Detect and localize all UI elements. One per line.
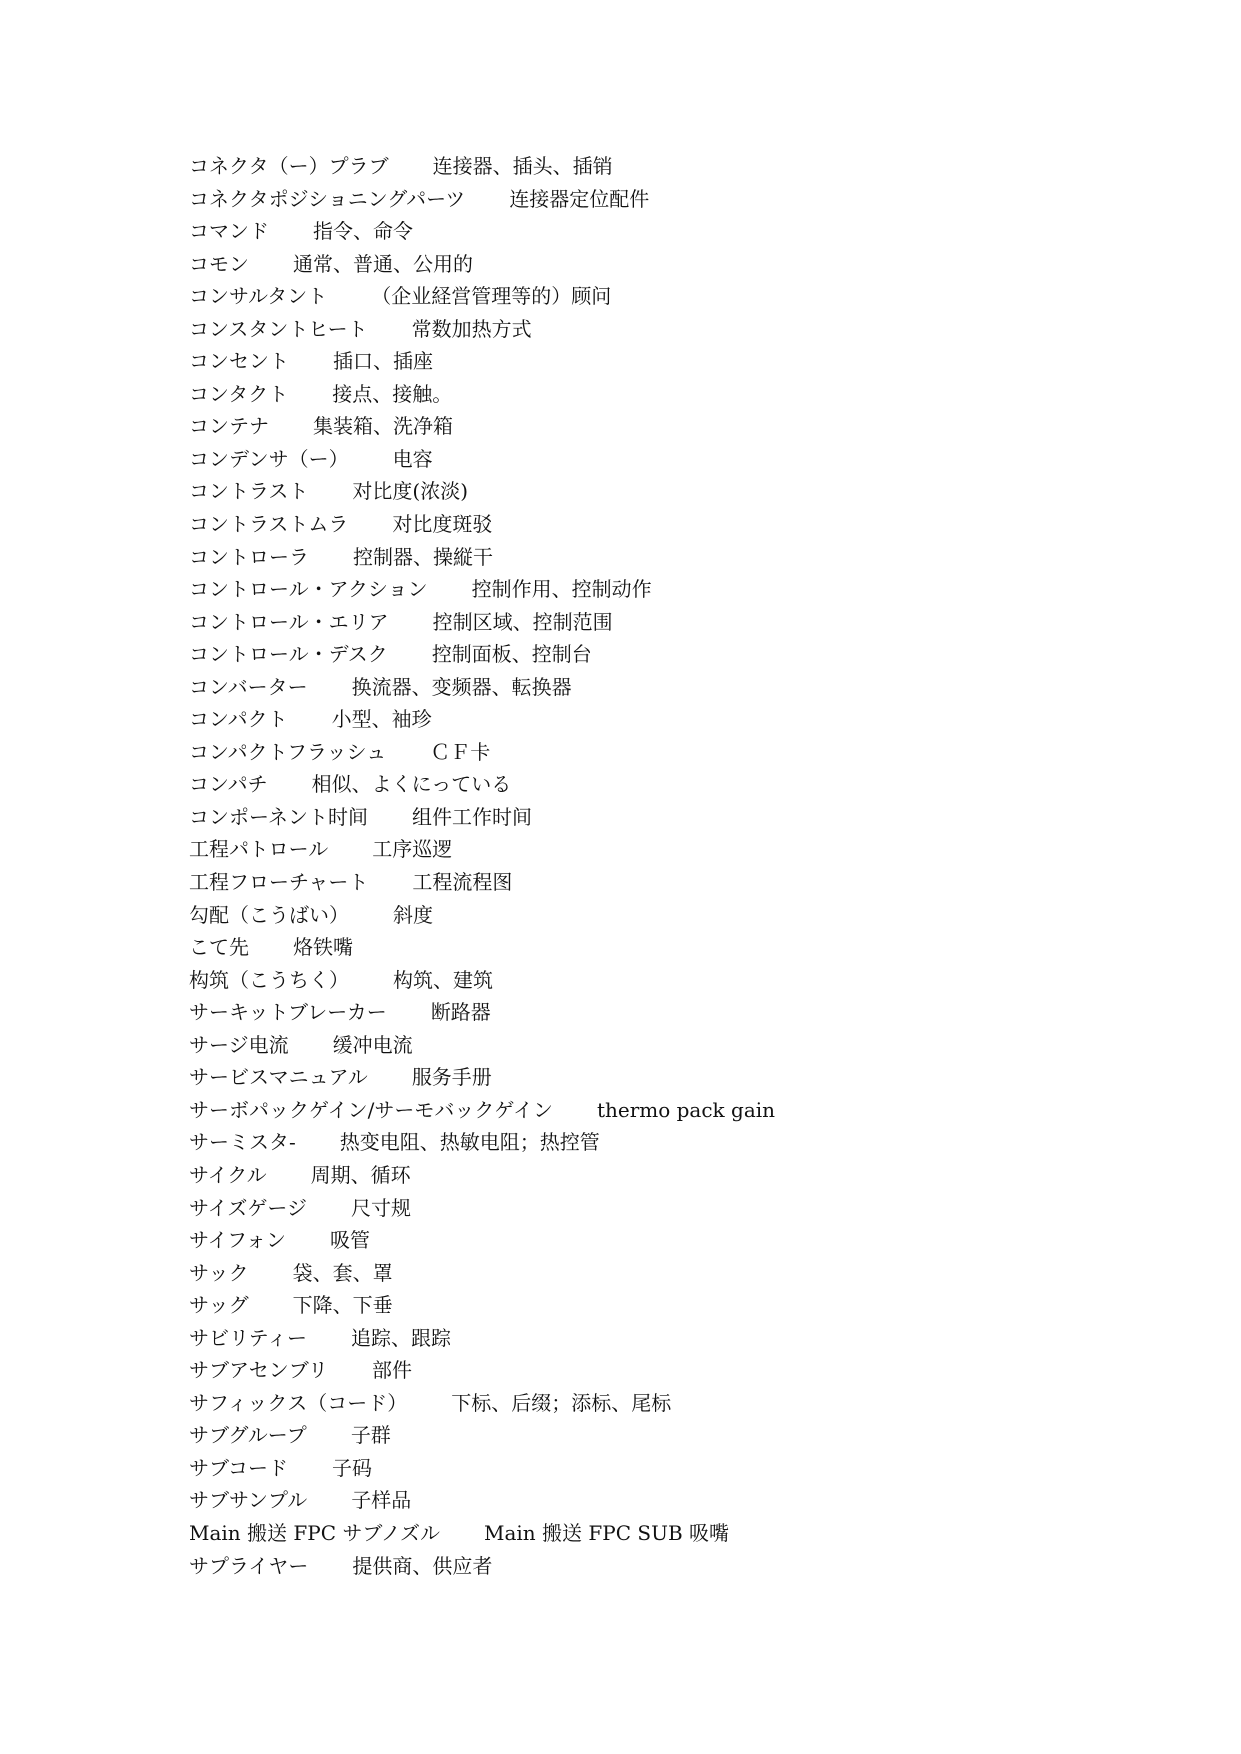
entry-term: コンサルタント	[189, 284, 328, 309]
entry-term: サブコード	[189, 1455, 288, 1480]
entry-meaning: 连接器定位配件	[509, 186, 650, 211]
glossary-entry	[189, 1289, 775, 1322]
entry-term: コントラスト	[189, 479, 309, 504]
glossary-entry	[189, 1354, 775, 1387]
entry-meaning: 对比度斑驳	[392, 512, 493, 537]
entry-meaning: 下降、下垂	[292, 1293, 393, 1318]
glossary-entry	[189, 866, 775, 899]
glossary-entry	[189, 1029, 775, 1062]
glossary-entry	[189, 638, 775, 671]
entry-meaning: 工序巡逻	[372, 837, 453, 862]
glossary-entry	[189, 801, 775, 834]
entry-term: コンテナ	[189, 414, 269, 439]
entry-meaning: 周期、循环	[310, 1162, 411, 1187]
entry-term: コマンド	[189, 219, 269, 244]
entry-term: サービスマニュアル	[189, 1065, 368, 1090]
glossary-entry	[189, 215, 775, 248]
entry-meaning: 服务手册	[411, 1065, 492, 1090]
entry-meaning: 下标、后缀；添标、尾标	[451, 1390, 672, 1415]
entry-meaning: 吸管	[330, 1228, 370, 1253]
entry-meaning: 工程流程图	[412, 870, 513, 895]
entry-term: サーキットブレーカー	[189, 1000, 387, 1025]
glossary-entry	[189, 1550, 775, 1583]
entry-term: サイフォン	[189, 1228, 286, 1253]
entry-term: コントロール・デスク	[189, 642, 388, 667]
glossary-entry	[189, 931, 775, 964]
entry-meaning: 连接器、插头、插销	[432, 154, 613, 178]
entry-meaning: 缓冲电流	[332, 1032, 413, 1057]
glossary-entry	[189, 1517, 775, 1550]
entry-meaning: 常数加热方式	[411, 316, 532, 341]
entry-meaning: 构筑、建筑	[393, 967, 493, 992]
entry-meaning: 追踪、跟踪	[351, 1325, 451, 1350]
entry-term: コントロール・エリア	[189, 609, 389, 634]
entry-term: コントラストムラ	[189, 512, 349, 537]
entry-meaning: 通常、普通、公用的	[293, 251, 473, 276]
glossary-entry	[189, 1061, 775, 1094]
glossary-entry	[189, 345, 775, 378]
glossary-entry	[189, 541, 775, 574]
glossary-entry	[189, 1094, 775, 1127]
entry-meaning: 换流器、变频器、転换器	[351, 674, 572, 699]
glossary-entry	[189, 899, 775, 932]
entry-meaning: 控制器、操縦干	[353, 544, 493, 569]
entry-meaning: 指令、命令	[313, 219, 413, 244]
entry-meaning: 相似、よくにっている	[311, 772, 512, 797]
entry-term: コンタクト	[189, 381, 289, 406]
glossary-entry	[189, 736, 775, 769]
glossary-entry	[189, 703, 775, 736]
glossary-entry	[189, 1159, 775, 1192]
glossary-entry	[189, 1322, 775, 1355]
entry-meaning: 小型、袖珍	[331, 707, 432, 732]
entry-term: サブグループ	[189, 1423, 307, 1448]
glossary-entry	[189, 1387, 775, 1420]
entry-term: サブアセンブリ	[189, 1358, 328, 1383]
entry-meaning: 电容	[392, 446, 433, 471]
entry-term: 勾配（こうばい）	[189, 902, 349, 927]
entry-meaning: 烙铁嘴	[293, 935, 353, 960]
entry-term: サイズゲージ	[189, 1195, 307, 1220]
entry-term: コンパチ	[189, 772, 268, 797]
glossary-entry	[189, 410, 775, 443]
entry-meaning: 尺寸规	[351, 1195, 411, 1220]
entry-term: 构筑（こうちく）	[189, 967, 349, 992]
entry-term: コモン	[189, 251, 249, 276]
entry-term: サック	[189, 1260, 249, 1285]
glossary-entry	[189, 248, 775, 281]
entry-meaning: 斜度	[393, 902, 433, 927]
glossary-entry	[189, 280, 775, 313]
entry-term: コネクタポジショニングパーツ	[189, 186, 466, 211]
entry-meaning: 对比度(浓淡)	[352, 479, 469, 504]
entry-meaning: 热变电阻、热敏电阻；热控管	[339, 1130, 600, 1155]
entry-term: Main 搬送 FPC サブノズル	[189, 1520, 440, 1545]
glossary-entry	[189, 1257, 775, 1290]
entry-meaning: 提供商、供应者	[352, 1553, 493, 1578]
entry-term: 工程パトロール	[189, 837, 329, 862]
entry-meaning: 接点、接触。	[332, 381, 453, 406]
entry-meaning: Main 搬送 FPC SUB 吸嘴	[484, 1520, 729, 1545]
glossary-entry	[189, 671, 775, 704]
glossary-entry	[189, 1452, 775, 1485]
glossary-entry	[189, 606, 775, 639]
entry-meaning: 部件	[372, 1358, 412, 1383]
entry-term: コンスタントヒート	[189, 316, 368, 341]
entry-meaning: 组件工作时间	[412, 804, 532, 829]
glossary-entry	[189, 150, 775, 183]
entry-term: サプライヤー	[189, 1553, 309, 1578]
glossary-entry	[189, 1126, 775, 1159]
entry-term: こて先	[189, 935, 249, 960]
entry-term: サブサンプル	[189, 1488, 308, 1513]
entry-meaning: 集装箱、洗净箱	[313, 414, 453, 439]
glossary-list	[189, 150, 775, 1582]
entry-meaning: ＣＦ卡	[430, 739, 491, 764]
entry-term: サッグ	[189, 1293, 249, 1318]
entry-term: コンパクトフラッシュ	[189, 739, 387, 764]
glossary-entry	[189, 313, 775, 346]
entry-meaning: 子码	[332, 1455, 372, 1480]
entry-term: サイクル	[189, 1162, 267, 1187]
entry-term: コネクタ（ー）プラブ	[189, 154, 389, 178]
entry-meaning: 子群	[350, 1423, 391, 1448]
entry-term: サフィックス（コード）	[189, 1390, 408, 1415]
entry-term: 工程フローチャート	[189, 870, 369, 895]
glossary-entry	[189, 768, 775, 801]
glossary-entry	[189, 1224, 775, 1257]
entry-meaning: （企业経営管理等的）顾问	[371, 284, 612, 309]
entry-term: サーボパックゲイン/サーモバックゲイン	[189, 1097, 553, 1122]
glossary-entry	[189, 1484, 775, 1517]
entry-meaning: 控制区域、控制范围	[432, 609, 613, 634]
glossary-entry	[189, 1192, 775, 1225]
glossary-entry	[189, 183, 775, 216]
entry-term: コンパクト	[189, 707, 288, 732]
entry-term: コントロール・アクション	[189, 577, 428, 602]
entry-term: サビリティー	[189, 1325, 307, 1350]
entry-term: コンデンサ（ー）	[189, 446, 349, 471]
entry-term: サージ电流	[189, 1032, 289, 1057]
glossary-entry	[189, 573, 775, 606]
glossary-entry	[189, 378, 775, 411]
entry-meaning: thermo pack gain	[596, 1097, 776, 1122]
glossary-entry	[189, 1419, 775, 1452]
entry-meaning: 袋、套、罩	[292, 1260, 393, 1285]
entry-meaning: 控制作用、控制动作	[471, 577, 652, 602]
entry-term: コンバーター	[189, 674, 308, 699]
glossary-entry	[189, 996, 775, 1029]
entry-term: コンポーネント时间	[189, 804, 368, 829]
entry-meaning: 断路器	[430, 1000, 491, 1025]
entry-term: サーミスタ-	[189, 1130, 296, 1155]
entry-meaning: 插口、插座	[333, 349, 433, 374]
glossary-entry	[189, 508, 775, 541]
entry-term: コンセント	[189, 349, 289, 374]
glossary-entry	[189, 964, 775, 997]
glossary-entry	[189, 475, 775, 508]
entry-meaning: 控制面板、控制台	[431, 642, 592, 667]
glossary-entry	[189, 443, 775, 476]
entry-meaning: 子样品	[351, 1488, 412, 1513]
entry-term: コントローラ	[189, 544, 309, 569]
glossary-entry	[189, 833, 775, 866]
